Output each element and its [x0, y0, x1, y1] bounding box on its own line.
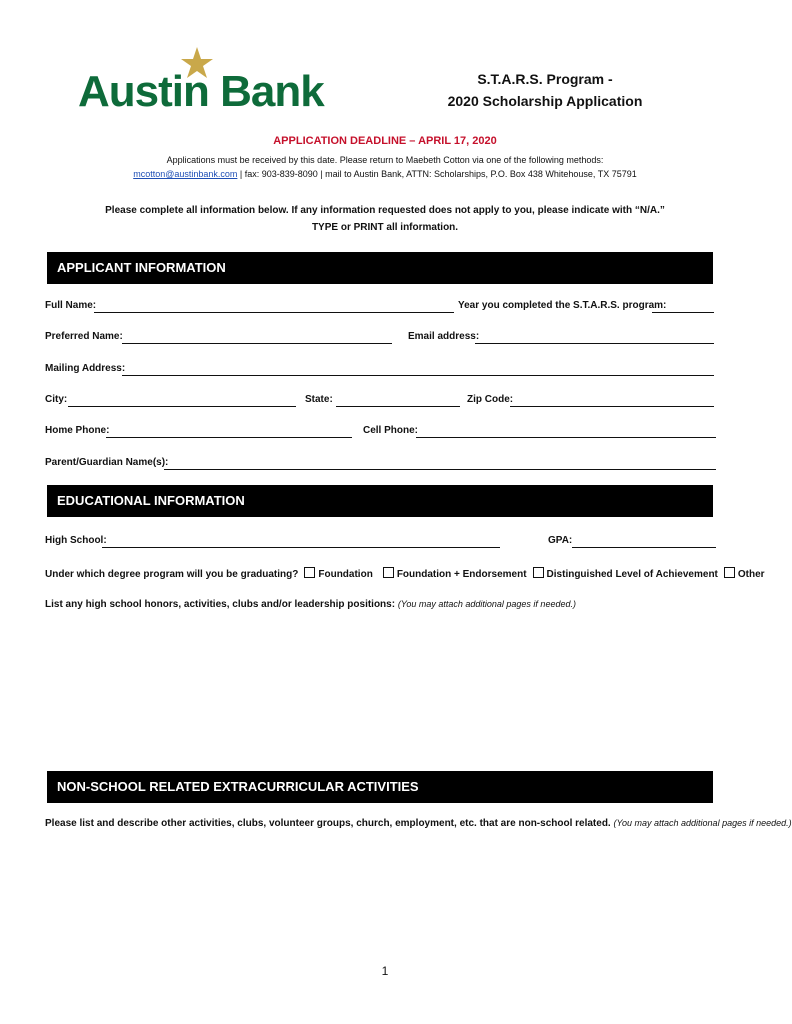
- program-title: [440, 68, 650, 112]
- cell-phone-label: Cell Phone:: [363, 425, 419, 436]
- section-title-applicant: APPLICANT INFORMATION: [57, 260, 226, 275]
- return-methods-detail: | fax: 903-839-8090 | mail to Austin Bank, ATTN: Scholarships, P.O. Box 438 Whitehouse, TX 75791: [237, 169, 637, 179]
- preferred-name-label: Preferred Name:: [45, 331, 123, 342]
- honors-prompt: [45, 599, 576, 610]
- city-label: City:: [45, 394, 68, 405]
- full-name-label: Full Name:: [45, 300, 97, 311]
- option-distinguished: Distinguished Level of Achievement: [546, 569, 718, 580]
- section-header-educational: [47, 485, 713, 517]
- nonschool-label: Please list and describe other activities, clubs, volunteer groups, church, employment, etc. that are non-school related.: [45, 818, 611, 829]
- year-completed-field[interactable]: [652, 312, 714, 313]
- full-name-field[interactable]: [94, 312, 454, 313]
- checkbox-distinguished[interactable]: [533, 567, 544, 578]
- mailing-address-label: Mailing Address:: [45, 363, 126, 374]
- parent-names-label: Parent/Guardian Name(s):: [45, 457, 169, 468]
- page-number: 1: [381, 964, 389, 978]
- section-title-nonschool: NON-SCHOOL RELATED EXTRACURRICULAR ACTIVITIES: [57, 779, 419, 794]
- year-completed-label: Year you completed the S.T.A.R.S. program:: [458, 300, 667, 311]
- checkbox-foundation[interactable]: [304, 567, 315, 578]
- honors-answer-area[interactable]: [45, 620, 715, 760]
- honors-label: List any high school honors, activities, clubs and/or leadership positions:: [45, 599, 396, 610]
- gpa-field[interactable]: [572, 547, 716, 548]
- zip-field[interactable]: [510, 406, 714, 407]
- degree-question-text: Under which degree program will you be graduating?: [45, 569, 299, 580]
- home-phone-label: Home Phone:: [45, 425, 110, 436]
- city-field[interactable]: [68, 406, 296, 407]
- option-foundation: Foundation: [318, 569, 373, 580]
- degree-question: [45, 567, 765, 580]
- email-link[interactable]: mcotton@austinbank.com: [133, 169, 238, 179]
- logo-text: Austin Bank: [78, 67, 324, 116]
- home-phone-field[interactable]: [106, 437, 352, 438]
- return-methods-intro: Applications must be received by this date. Please return to Maebeth Cotton via one of the following methods:: [166, 155, 604, 165]
- gpa-label: GPA:: [548, 535, 573, 546]
- state-label: State:: [305, 394, 333, 405]
- nonschool-prompt: [45, 818, 792, 829]
- application-deadline: APPLICATION DEADLINE – APRIL 17, 2020: [273, 135, 497, 147]
- zip-label: Zip Code:: [467, 394, 514, 405]
- program-title-line1: S.T.A.R.S. Program -: [477, 71, 613, 87]
- nonschool-note: (You may attach additional pages if needed.): [613, 818, 792, 828]
- instructions-line2: TYPE or PRINT all information.: [311, 222, 459, 233]
- section-title-educational: EDUCATIONAL INFORMATION: [57, 493, 245, 508]
- option-other: Other: [737, 569, 765, 580]
- option-foundation-endorsement: Foundation + Endorsement: [396, 569, 527, 580]
- preferred-name-field[interactable]: [122, 343, 392, 344]
- checkbox-foundation-endorsement[interactable]: [383, 567, 394, 578]
- mailing-address-field[interactable]: [122, 375, 714, 376]
- nonschool-answer-area[interactable]: [45, 840, 715, 950]
- honors-note: (You may attach additional pages if needed.): [397, 599, 576, 609]
- instructions-line1: Please complete all information below. If any information requested does not apply to you, please indicate with “N/A.”: [105, 205, 665, 216]
- high-school-label: High School:: [45, 535, 107, 546]
- section-header-applicant: [47, 252, 713, 284]
- cell-phone-field[interactable]: [416, 437, 716, 438]
- return-methods: [0, 169, 770, 179]
- parent-names-field[interactable]: [164, 469, 716, 470]
- instructions: [0, 202, 770, 236]
- high-school-field[interactable]: [102, 547, 500, 548]
- program-title-line2: 2020 Scholarship Application: [447, 93, 643, 109]
- section-header-nonschool: [47, 771, 713, 803]
- email-label: Email address:: [408, 331, 480, 342]
- state-field[interactable]: [336, 406, 460, 407]
- email-field[interactable]: [475, 343, 714, 344]
- checkbox-other[interactable]: [724, 567, 735, 578]
